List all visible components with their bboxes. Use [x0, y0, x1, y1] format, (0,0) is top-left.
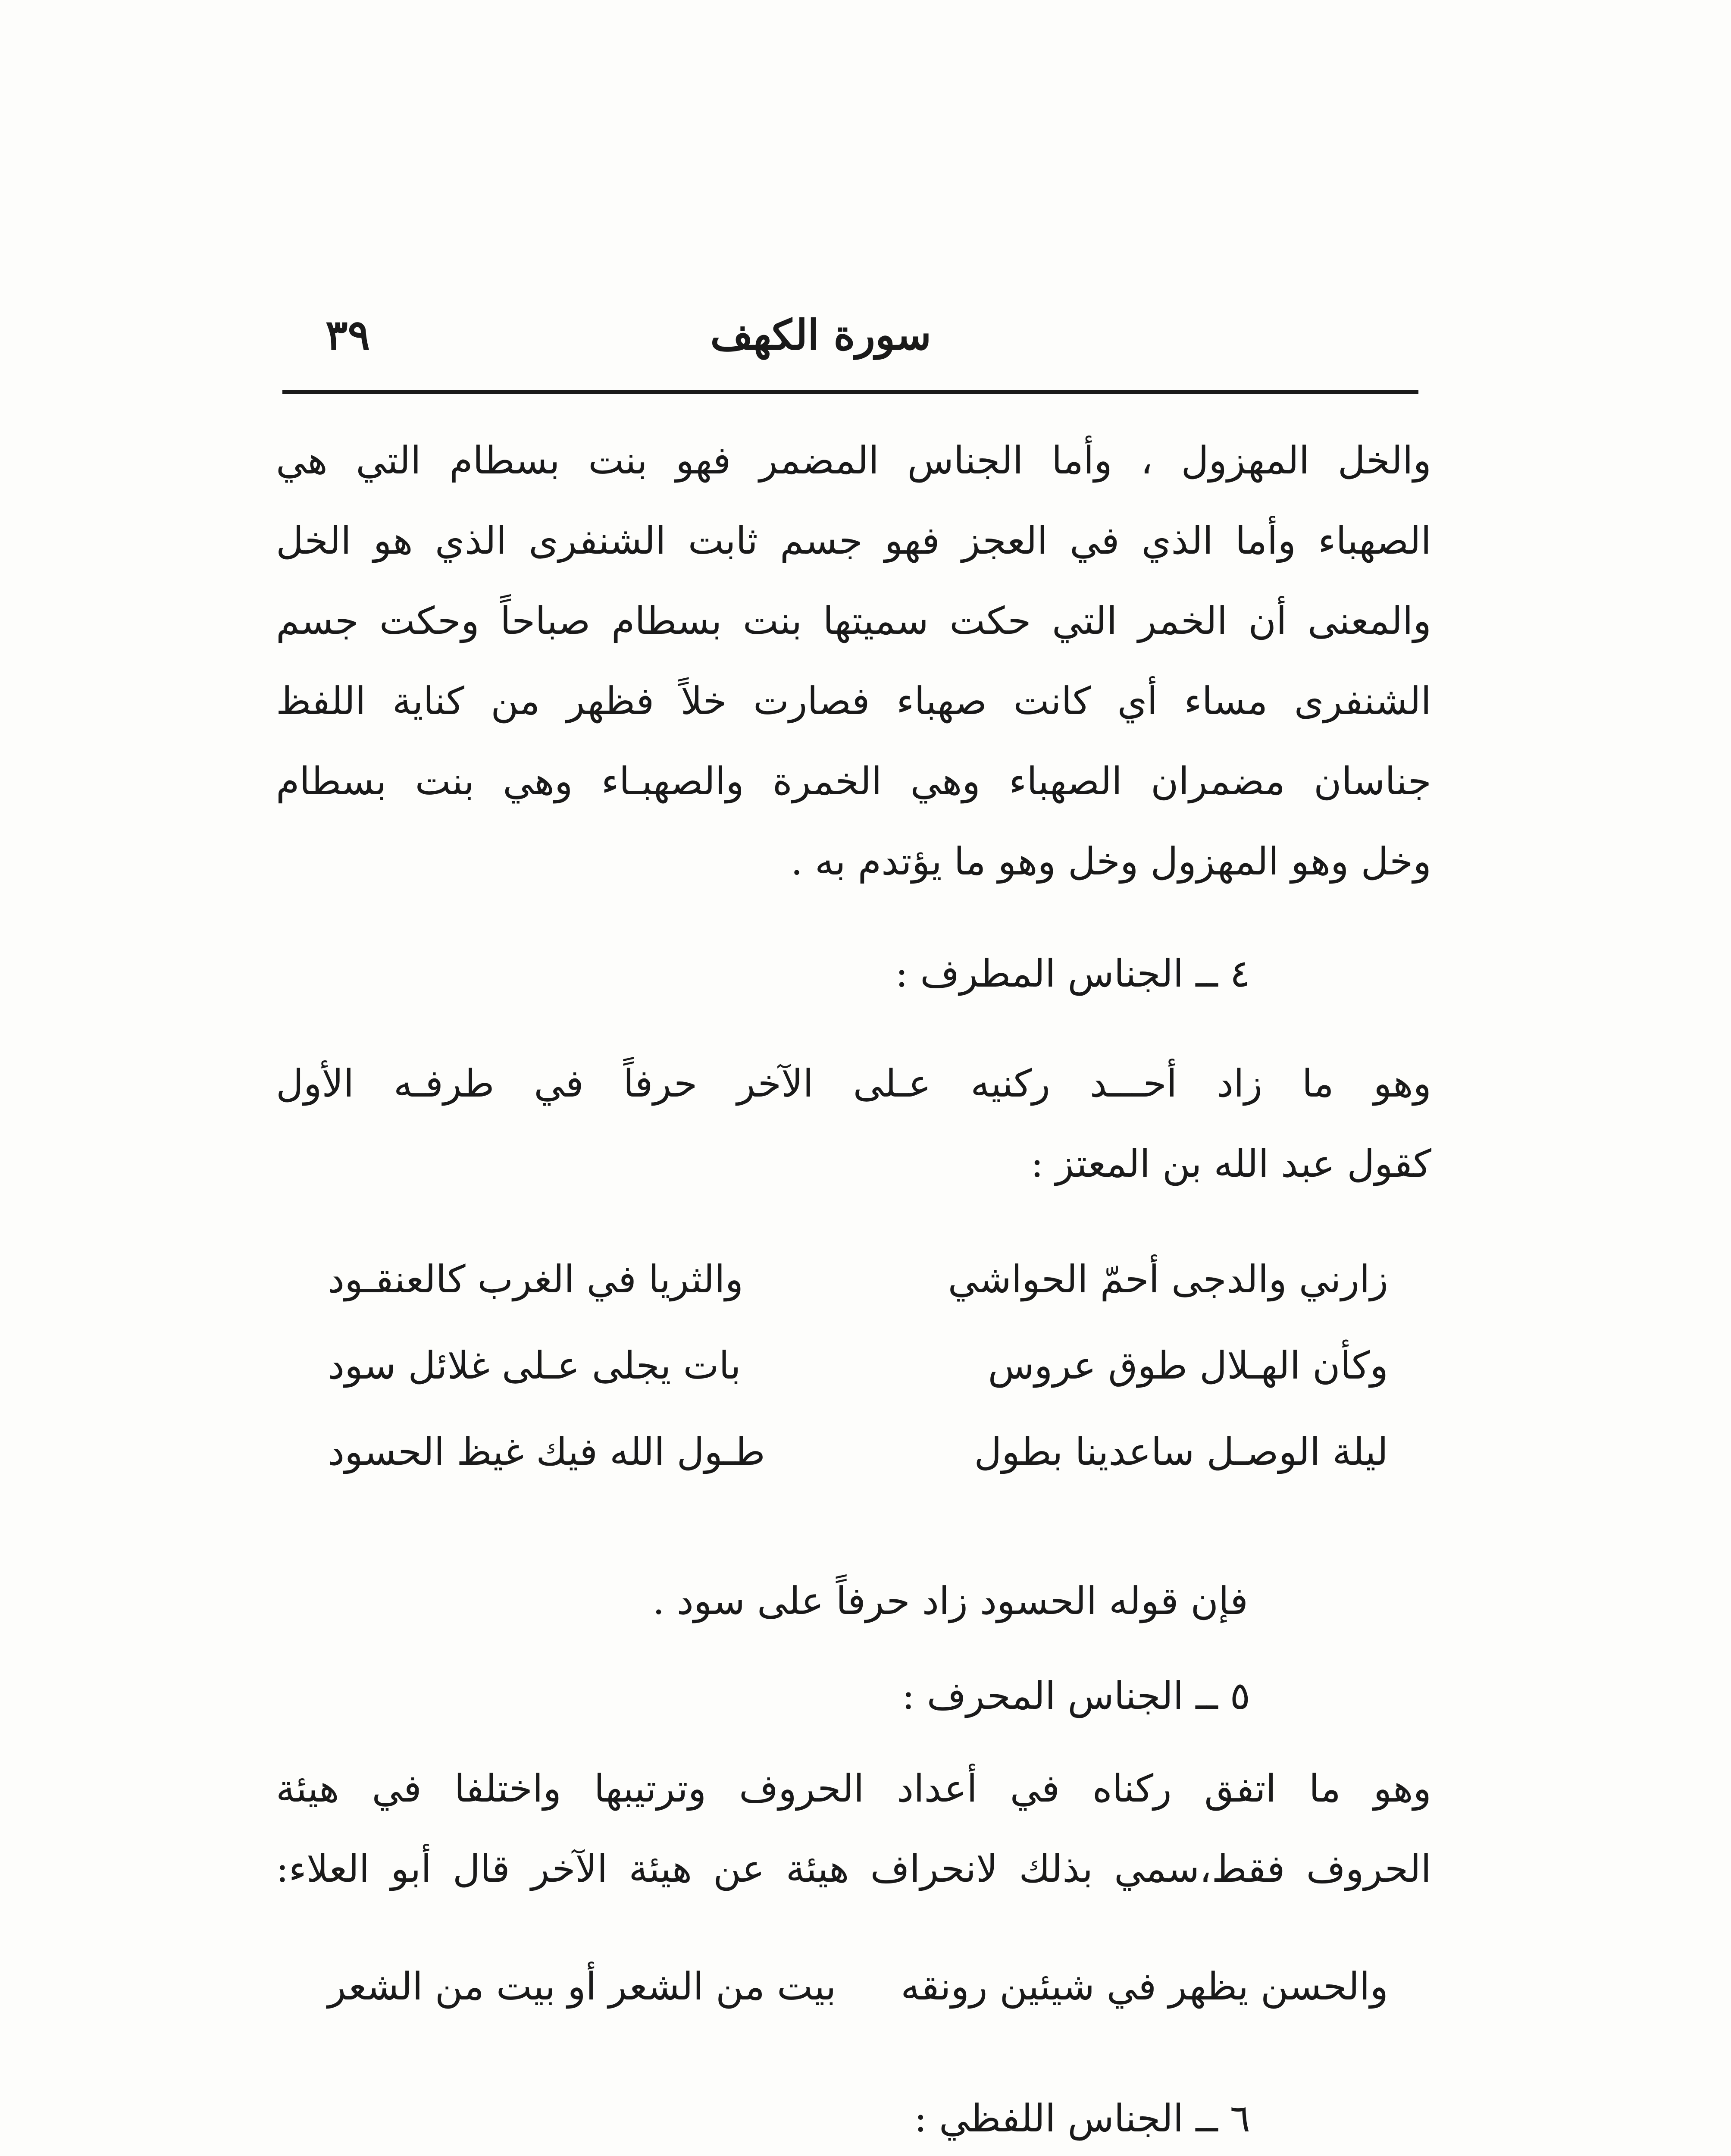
verse-first-hemistich: زارني والدجى أحمّ الحواشي — [948, 1257, 1388, 1301]
paragraph-line: الشنفرى مساء أي كانت صهباء فصارت خلاً فظهر من كناية اللفظ — [276, 679, 1431, 723]
verse-first-hemistich: والحسن يظهر في شيئين رونقه — [901, 1964, 1388, 2009]
verse-second-hemistich: بيت من الشعر أو بيت من الشعر — [328, 1964, 836, 2009]
section-5-heading: ٥ ــ الجناس المحرف : — [902, 1673, 1250, 1718]
verse-second-hemistich: طـول الله فيك غيظ الحسود — [328, 1429, 765, 1474]
paragraph-line: الحروف فقط،سمي بذلك لانحراف هيئة عن هيئة الآخر قال أبو العلاء: — [276, 1846, 1431, 1891]
verse-second-hemistich: والثريا في الغرب كالعنقـود — [328, 1257, 744, 1301]
section-4-intro — [276, 1044, 1431, 1204]
paragraph-line: والخل المهزول ، وأما الجناس المضمر فهو بنت بسطام التي هي — [276, 438, 1431, 483]
paragraph-line: الصهباء وأما الذي في العجز فهو جسم ثابت الشنفرى الذي هو الخل — [276, 518, 1431, 563]
section-4-note: فإن قوله الحسود زاد حرفاً على سود . — [652, 1579, 1248, 1623]
page-header — [282, 310, 1418, 375]
paragraph-line: كقول عبد الله بن المعتز : — [1030, 1141, 1431, 1186]
verse-line — [328, 1343, 1388, 1399]
paragraph-line: وهو ما زاد أحـــد ركنيه عـلى الآخر حرفاً في طرفـه الأول — [276, 1061, 1432, 1106]
paragraph-line: وهو ما اتفق ركناه في أعداد الحروف وترتيبها واختلفا في هيئة — [276, 1766, 1431, 1811]
paragraph-line: وخل وهو المهزول وخل وهو ما يؤتدم به . — [791, 839, 1431, 884]
section-5-text — [276, 1749, 1431, 1909]
page-number: ٣٩ — [326, 310, 370, 359]
header-rule — [282, 390, 1418, 394]
verse-line — [328, 1257, 1388, 1313]
paragraph-line: جناسان مضمران الصهباء وهي الخمرة والصهبـاء وهي بنت بسطام — [276, 759, 1431, 803]
verse-second-hemistich: بات يجلى عـلى غلائل سود — [328, 1343, 741, 1388]
section-6-heading: ٦ ــ الجناس اللفظي : — [914, 2096, 1250, 2140]
running-title: سورة الكهف — [710, 310, 931, 359]
verse-first-hemistich: ليلة الوصـل ساعدينا بطول — [974, 1429, 1388, 1474]
section-4-heading: ٤ ــ الجناس المطرف : — [895, 951, 1250, 996]
paragraph-1 — [276, 420, 1431, 902]
paragraph-line: والمعنى أن الخمر التي حكت سميتها بنت بسطام صباحاً وحكت جسم — [276, 599, 1431, 643]
verse-line — [328, 1429, 1388, 1485]
verse-line — [328, 1964, 1388, 2020]
verse-first-hemistich: وكأن الهـلال طوق عروس — [988, 1343, 1388, 1388]
